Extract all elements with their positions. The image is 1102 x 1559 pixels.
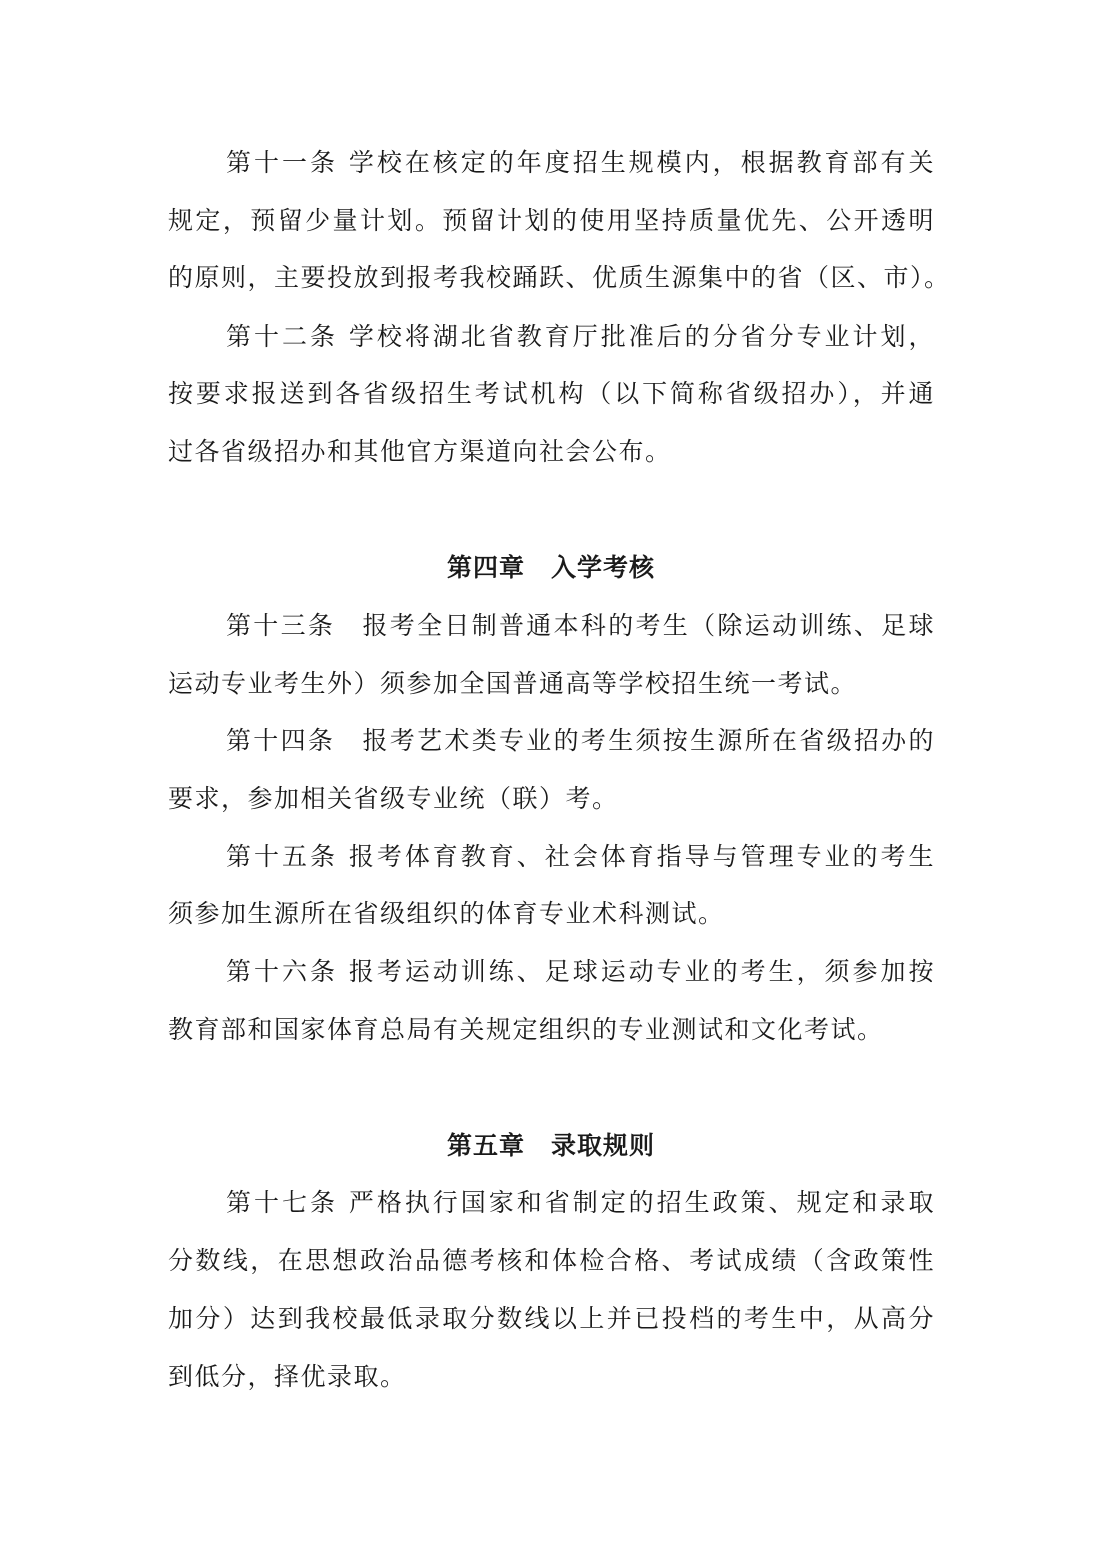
text-line: 分数线，在思想政治品德考核和体检合格、考试成绩（含政策性 bbox=[168, 1246, 935, 1275]
text-line: 第十七条 严格执行国家和省制定的招生政策、规定和录取 bbox=[226, 1188, 935, 1217]
text-line: 过各省级招办和其他官方渠道向社会公布。 bbox=[168, 437, 672, 466]
text-line: 第十三条 报考全日制普通本科的考生（除运动训练、足球 bbox=[226, 611, 935, 640]
text-line: 须参加生源所在省级组织的体育专业术科测试。 bbox=[168, 899, 725, 928]
text-line: 到低分，择优录取。 bbox=[168, 1362, 407, 1391]
text-line: 第十一条 学校在核定的年度招生规模内，根据教育部有关 bbox=[226, 148, 935, 177]
text-line: 运动专业考生外）须参加全国普通高等学校招生统一考试。 bbox=[168, 669, 858, 698]
chapter-heading: 第五章 录取规则 bbox=[446, 1131, 655, 1160]
text-line: 按要求报送到各省级招生考试机构（以下简称省级招办），并通 bbox=[168, 379, 935, 408]
text-line: 的原则，主要投放到报考我校踊跃、优质生源集中的省（区、市）。 bbox=[168, 263, 951, 292]
chapter-heading: 第四章 入学考核 bbox=[446, 553, 655, 582]
text-line: 第十五条 报考体育教育、社会体育指导与管理专业的考生 bbox=[226, 842, 935, 871]
text-line: 第十二条 学校将湖北省教育厅批准后的分省分专业计划， bbox=[226, 322, 935, 351]
text-line: 加分）达到我校最低录取分数线以上并已投档的考生中，从高分 bbox=[168, 1304, 935, 1333]
text-line: 规定，预留少量计划。预留计划的使用坚持质量优先、公开透明 bbox=[168, 206, 935, 235]
text-line: 教育部和国家体育总局有关规定组织的专业测试和文化考试。 bbox=[168, 1015, 884, 1044]
text-line: 要求，参加相关省级专业统（联）考。 bbox=[168, 784, 619, 813]
text-line: 第十六条 报考运动训练、足球运动专业的考生，须参加按 bbox=[226, 957, 935, 986]
text-line: 第十四条 报考艺术类专业的考生须按生源所在省级招办的 bbox=[226, 726, 935, 755]
